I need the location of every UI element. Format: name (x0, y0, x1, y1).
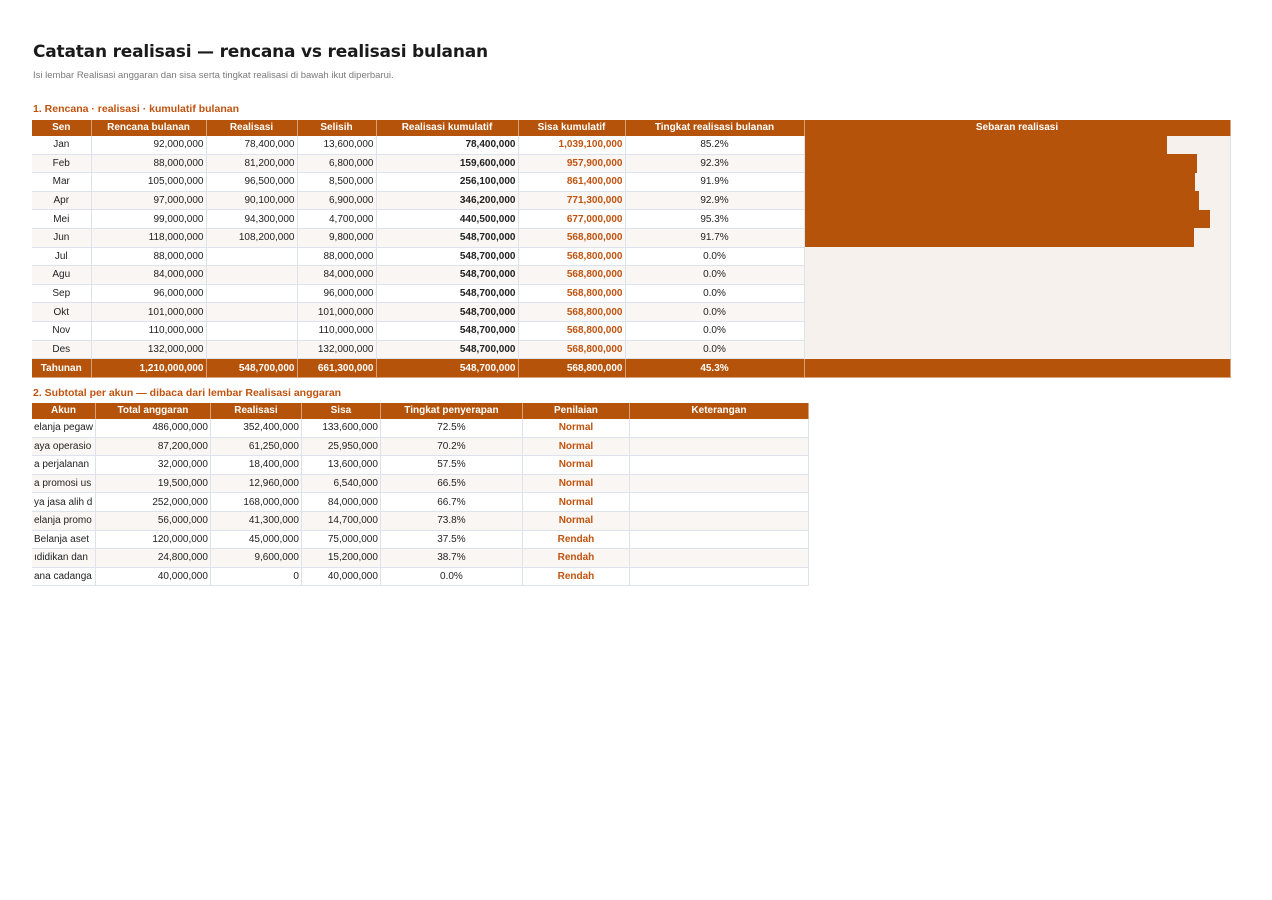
remaining-cell[interactable]: 568,800,000 (518, 303, 625, 322)
total-rate[interactable]: 45.3% (625, 359, 804, 378)
budget-cell[interactable]: 56,000,000 (95, 511, 210, 530)
realization-cell[interactable] (206, 266, 297, 285)
table-row (32, 493, 808, 512)
difference-cell[interactable]: 110,000,000 (297, 321, 376, 340)
header-account-realization[interactable]: Realisasi (210, 403, 301, 419)
rate-cell[interactable]: 91.7% (625, 228, 804, 247)
plan-cell[interactable]: 97,000,000 (91, 191, 206, 210)
realization-cell[interactable]: 12,960,000 (210, 474, 301, 493)
notes-cell[interactable] (629, 437, 808, 456)
realization-cell[interactable]: 41,300,000 (210, 511, 301, 530)
remaining-cell[interactable]: 15,200,000 (301, 549, 380, 568)
remaining-cell[interactable]: 40,000,000 (301, 567, 380, 586)
budget-cell[interactable]: 486,000,000 (95, 419, 210, 437)
evaluation-cell[interactable]: Normal (522, 511, 629, 530)
realization-cell[interactable]: 61,250,000 (210, 437, 301, 456)
table-row (32, 474, 808, 493)
header-distribution[interactable]: Sebaran realisasi (804, 120, 1230, 136)
header-absorption-rate[interactable]: Tingkat penyerapan (380, 403, 522, 419)
absorption-cell[interactable]: 70.2% (380, 437, 522, 456)
remaining-cell[interactable]: 861,400,000 (518, 173, 625, 192)
table-row (32, 419, 808, 437)
remaining-cell[interactable]: 13,600,000 (301, 456, 380, 475)
month-cell[interactable]: Jul (32, 247, 91, 266)
page-title: Catatan realisasi — rencana vs realisasi bulanan (33, 42, 488, 62)
cumulative-cell[interactable]: 159,600,000 (376, 154, 518, 173)
plan-cell[interactable]: 105,000,000 (91, 173, 206, 192)
plan-cell[interactable]: 84,000,000 (91, 266, 206, 285)
remaining-cell[interactable]: 957,900,000 (518, 154, 625, 173)
account-cell[interactable]: a promosi us (32, 474, 95, 493)
distribution-bar (805, 210, 1210, 229)
realization-cell[interactable]: 78,400,000 (206, 136, 297, 154)
notes-cell[interactable] (629, 474, 808, 493)
total-distribution-cell[interactable] (804, 359, 1230, 378)
remaining-cell[interactable]: 84,000,000 (301, 493, 380, 512)
account-cell[interactable]: a perjalanan (32, 456, 95, 475)
notes-cell[interactable] (629, 549, 808, 568)
total-difference[interactable]: 661,300,000 (297, 359, 376, 378)
cumulative-cell[interactable]: 256,100,000 (376, 173, 518, 192)
total-label[interactable]: Tahunan (32, 359, 91, 378)
remaining-cell[interactable]: 568,800,000 (518, 228, 625, 247)
account-cell[interactable]: elanja promo (32, 511, 95, 530)
budget-cell[interactable]: 87,200,000 (95, 437, 210, 456)
difference-cell[interactable]: 6,800,000 (297, 154, 376, 173)
realization-cell[interactable] (206, 284, 297, 303)
evaluation-cell[interactable]: Rendah (522, 567, 629, 586)
remaining-cell[interactable]: 133,600,000 (301, 419, 380, 437)
month-cell[interactable]: Apr (32, 191, 91, 210)
table-row (32, 530, 808, 549)
distribution-bar (805, 136, 1167, 154)
table-row (32, 136, 1230, 154)
realization-cell[interactable]: 18,400,000 (210, 456, 301, 475)
remaining-cell[interactable]: 568,800,000 (518, 266, 625, 285)
evaluation-cell[interactable]: Normal (522, 456, 629, 475)
month-cell[interactable]: Mar (32, 173, 91, 192)
cumulative-cell[interactable]: 346,200,000 (376, 191, 518, 210)
plan-cell[interactable]: 88,000,000 (91, 247, 206, 266)
header-month[interactable]: Sen (32, 120, 91, 136)
header-notes[interactable]: Keterangan (629, 403, 808, 419)
rate-cell[interactable]: 92.3% (625, 154, 804, 173)
plan-cell[interactable]: 132,000,000 (91, 340, 206, 359)
header-difference[interactable]: Selisih (297, 120, 376, 136)
absorption-cell[interactable]: 73.8% (380, 511, 522, 530)
table-row (32, 567, 808, 586)
distribution-bar (805, 173, 1196, 192)
header-cumulative[interactable]: Realisasi kumulatif (376, 120, 518, 136)
total-remaining[interactable]: 568,800,000 (518, 359, 625, 378)
month-cell[interactable]: Mei (32, 210, 91, 229)
remaining-cell[interactable]: 771,300,000 (518, 191, 625, 210)
account-cell[interactable]: elanja pegaw (32, 419, 95, 437)
header-realization[interactable]: Realisasi (206, 120, 297, 136)
budget-cell[interactable]: 32,000,000 (95, 456, 210, 475)
realization-cell[interactable]: 81,200,000 (206, 154, 297, 173)
plan-cell[interactable]: 110,000,000 (91, 321, 206, 340)
notes-cell[interactable] (629, 493, 808, 512)
account-table (32, 403, 809, 586)
difference-cell[interactable]: 132,000,000 (297, 340, 376, 359)
budget-cell[interactable]: 40,000,000 (95, 567, 210, 586)
budget-cell[interactable]: 252,000,000 (95, 493, 210, 512)
absorption-cell[interactable]: 57.5% (380, 456, 522, 475)
header-evaluation[interactable]: Penilaian (522, 403, 629, 419)
plan-cell[interactable]: 99,000,000 (91, 210, 206, 229)
month-cell[interactable]: Des (32, 340, 91, 359)
rate-cell[interactable]: 0.0% (625, 284, 804, 303)
rate-cell[interactable]: 0.0% (625, 321, 804, 340)
plan-cell[interactable]: 101,000,000 (91, 303, 206, 322)
realization-cell[interactable] (206, 303, 297, 322)
header-remaining[interactable]: Sisa kumulatif (518, 120, 625, 136)
realization-cell[interactable]: 90,100,000 (206, 191, 297, 210)
difference-cell[interactable]: 6,900,000 (297, 191, 376, 210)
month-cell[interactable]: Nov (32, 321, 91, 340)
evaluation-cell[interactable]: Normal (522, 474, 629, 493)
cumulative-cell[interactable]: 548,700,000 (376, 340, 518, 359)
budget-cell[interactable]: 24,800,000 (95, 549, 210, 568)
evaluation-cell[interactable]: Normal (522, 437, 629, 456)
difference-cell[interactable]: 8,500,000 (297, 173, 376, 192)
table-row (32, 437, 808, 456)
monthly-table (32, 120, 1231, 378)
absorption-cell[interactable]: 37.5% (380, 530, 522, 549)
distribution-bar (805, 191, 1200, 210)
page-subtitle: Isi lembar Realisasi anggaran dan sisa serta tingkat realisasi di bawah ikut diperbarui. (33, 70, 394, 81)
total-cumulative[interactable]: 548,700,000 (376, 359, 518, 378)
month-cell[interactable]: Jan (32, 136, 91, 154)
realization-cell[interactable]: 9,600,000 (210, 549, 301, 568)
total-realization[interactable]: 548,700,000 (206, 359, 297, 378)
account-cell[interactable]: ıdidikan dan (32, 549, 95, 568)
distribution-chart-cell[interactable] (804, 136, 1230, 359)
cumulative-cell[interactable]: 440,500,000 (376, 210, 518, 229)
plan-cell[interactable]: 92,000,000 (91, 136, 206, 154)
difference-cell[interactable]: 101,000,000 (297, 303, 376, 322)
realization-cell[interactable]: 94,300,000 (206, 210, 297, 229)
account-cell[interactable]: ya jasa alih d (32, 493, 95, 512)
table-row (32, 456, 808, 475)
month-cell[interactable]: Agu (32, 266, 91, 285)
cumulative-cell[interactable]: 78,400,000 (376, 136, 518, 154)
difference-cell[interactable]: 9,800,000 (297, 228, 376, 247)
cumulative-cell[interactable]: 548,700,000 (376, 266, 518, 285)
remaining-cell[interactable]: 75,000,000 (301, 530, 380, 549)
annual-total-row (32, 359, 1230, 378)
table-row (32, 511, 808, 530)
month-cell[interactable]: Sep (32, 284, 91, 303)
distribution-bar (805, 154, 1197, 173)
realization-cell[interactable]: 108,200,000 (206, 228, 297, 247)
month-cell[interactable]: Okt (32, 303, 91, 322)
evaluation-cell[interactable]: Rendah (522, 530, 629, 549)
header-account[interactable]: Akun (32, 403, 95, 419)
budget-cell[interactable]: 19,500,000 (95, 474, 210, 493)
realization-cell[interactable] (206, 247, 297, 266)
remaining-cell[interactable]: 14,700,000 (301, 511, 380, 530)
rate-cell[interactable]: 0.0% (625, 266, 804, 285)
account-cell[interactable]: Belanja aset (32, 530, 95, 549)
absorption-cell[interactable]: 0.0% (380, 567, 522, 586)
remaining-cell[interactable]: 568,800,000 (518, 247, 625, 266)
distribution-bar (805, 228, 1195, 247)
remaining-cell[interactable]: 568,800,000 (518, 340, 625, 359)
month-cell[interactable]: Jun (32, 228, 91, 247)
account-table-header (32, 403, 808, 419)
difference-cell[interactable]: 84,000,000 (297, 266, 376, 285)
evaluation-cell[interactable]: Normal (522, 419, 629, 437)
total-plan[interactable]: 1,210,000,000 (91, 359, 206, 378)
rate-cell[interactable]: 0.0% (625, 303, 804, 322)
rate-cell[interactable]: 95.3% (625, 210, 804, 229)
realization-cell[interactable]: 352,400,000 (210, 419, 301, 437)
difference-cell[interactable]: 96,000,000 (297, 284, 376, 303)
cumulative-cell[interactable]: 548,700,000 (376, 321, 518, 340)
cumulative-cell[interactable]: 548,700,000 (376, 303, 518, 322)
difference-cell[interactable]: 88,000,000 (297, 247, 376, 266)
notes-cell[interactable] (629, 567, 808, 586)
rate-cell[interactable]: 0.0% (625, 340, 804, 359)
absorption-cell[interactable]: 66.5% (380, 474, 522, 493)
rate-cell[interactable]: 92.9% (625, 191, 804, 210)
notes-cell[interactable] (629, 511, 808, 530)
cumulative-cell[interactable]: 548,700,000 (376, 228, 518, 247)
section-1-title: 1. Rencana · realisasi · kumulatif bulanan (33, 103, 239, 115)
realization-cell[interactable]: 168,000,000 (210, 493, 301, 512)
table-row (32, 549, 808, 568)
monthly-table-header (32, 120, 1230, 136)
account-cell[interactable]: aya operasio (32, 437, 95, 456)
rate-cell[interactable]: 85.2% (625, 136, 804, 154)
evaluation-cell[interactable]: Rendah (522, 549, 629, 568)
notes-cell[interactable] (629, 419, 808, 437)
header-plan[interactable]: Rencana bulanan (91, 120, 206, 136)
evaluation-cell[interactable]: Normal (522, 493, 629, 512)
absorption-cell[interactable]: 66.7% (380, 493, 522, 512)
rate-cell[interactable]: 91.9% (625, 173, 804, 192)
realization-cell[interactable] (206, 340, 297, 359)
remaining-cell[interactable]: 25,950,000 (301, 437, 380, 456)
remaining-cell[interactable]: 1,039,100,000 (518, 136, 625, 154)
notes-cell[interactable] (629, 456, 808, 475)
realization-cell[interactable]: 45,000,000 (210, 530, 301, 549)
plan-cell[interactable]: 88,000,000 (91, 154, 206, 173)
absorption-cell[interactable]: 72.5% (380, 419, 522, 437)
realization-cell[interactable]: 0 (210, 567, 301, 586)
remaining-cell[interactable]: 677,000,000 (518, 210, 625, 229)
rate-cell[interactable]: 0.0% (625, 247, 804, 266)
budget-cell[interactable]: 120,000,000 (95, 530, 210, 549)
month-cell[interactable]: Feb (32, 154, 91, 173)
notes-cell[interactable] (629, 530, 808, 549)
realization-cell[interactable]: 96,500,000 (206, 173, 297, 192)
remaining-cell[interactable]: 6,540,000 (301, 474, 380, 493)
cumulative-cell[interactable]: 548,700,000 (376, 247, 518, 266)
account-cell[interactable]: ana cadanga (32, 567, 95, 586)
absorption-cell[interactable]: 38.7% (380, 549, 522, 568)
remaining-cell[interactable]: 568,800,000 (518, 284, 625, 303)
plan-cell[interactable]: 118,000,000 (91, 228, 206, 247)
header-rate[interactable]: Tingkat realisasi bulanan (625, 120, 804, 136)
difference-cell[interactable]: 13,600,000 (297, 136, 376, 154)
cumulative-cell[interactable]: 548,700,000 (376, 284, 518, 303)
difference-cell[interactable]: 4,700,000 (297, 210, 376, 229)
realization-cell[interactable] (206, 321, 297, 340)
plan-cell[interactable]: 96,000,000 (91, 284, 206, 303)
remaining-cell[interactable]: 568,800,000 (518, 321, 625, 340)
header-total-budget[interactable]: Total anggaran (95, 403, 210, 419)
header-account-remaining[interactable]: Sisa (301, 403, 380, 419)
section-2-title: 2. Subtotal per akun — dibaca dari lembar Realisasi anggaran (33, 387, 342, 399)
